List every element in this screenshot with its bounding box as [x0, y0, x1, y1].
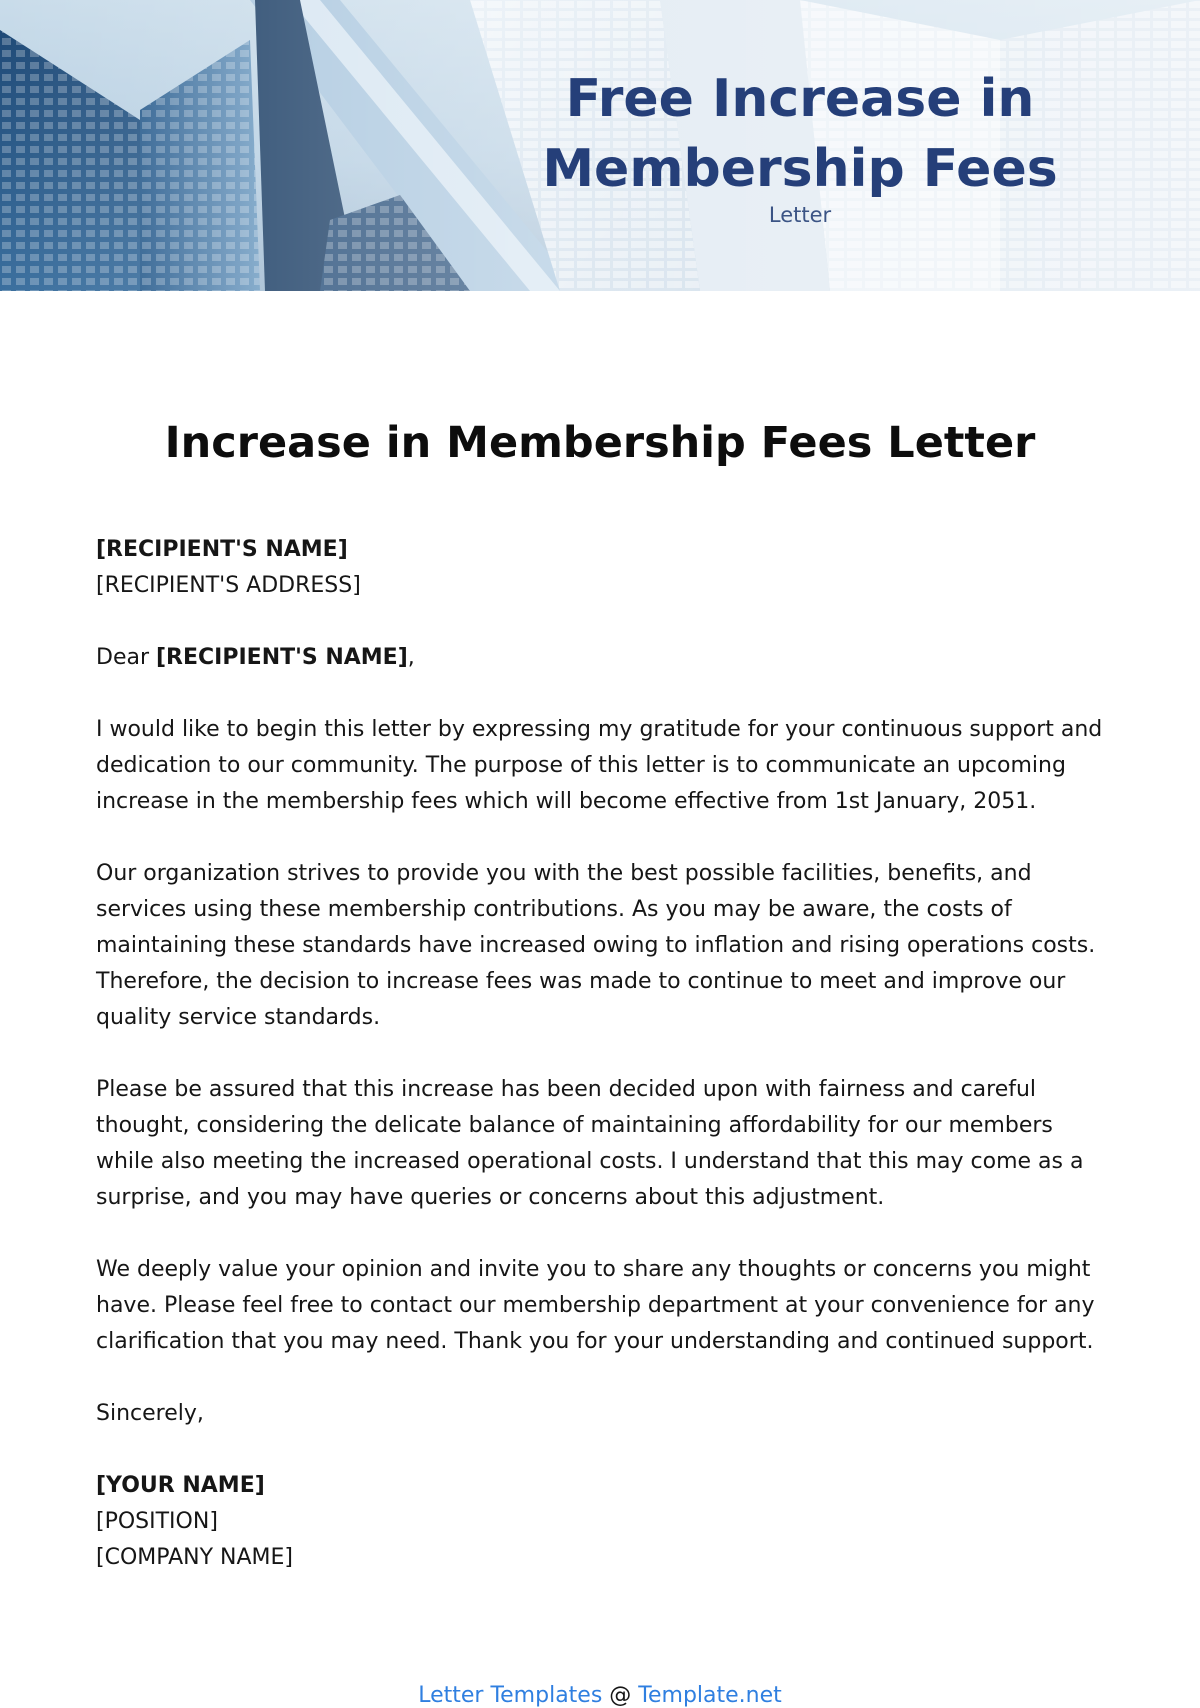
banner-subtitle: Letter [768, 203, 832, 227]
greeting-punct: , [407, 645, 415, 670]
banner-title-line2: Membership Fees [542, 139, 1058, 199]
greeting [96, 640, 1106, 676]
body-paragraph: We deeply value your opinion and invite you to share any thoughts or concerns you might have. Please feel free to contact our membership department at your convenience for any clarification that you may need. Thank you for your understanding and continued support. [96, 1257, 1095, 1354]
greeting-name: [RECIPIENT'S NAME] [156, 645, 408, 670]
template-net-link[interactable]: Template.net [638, 1683, 782, 1708]
banner-title [490, 64, 1110, 204]
body-paragraph: Please be assured that this increase has been decided upon with fairness and careful thought, considering the delicate balance of maintaining affordability for our members while also meeting the increased operational costs. I understand that this may come as a surprise, and you may have queries or concerns about this adjustment. [96, 1077, 1084, 1210]
footer [0, 1683, 1200, 1708]
letter-templates-link[interactable]: Letter Templates [418, 1683, 603, 1708]
sender-name: [YOUR NAME] [96, 1473, 265, 1498]
signature-block [96, 1468, 1106, 1576]
footer-separator: @ [602, 1683, 639, 1708]
recipient-block [96, 532, 1106, 604]
document-title: Increase in Membership Fees Letter [164, 418, 1036, 468]
valediction: Sincerely, [96, 1401, 204, 1426]
letter-body [96, 532, 1106, 1612]
greeting-salutation: Dear [96, 645, 156, 670]
header-banner [0, 0, 1200, 291]
sender-position: [POSITION] [96, 1509, 218, 1534]
body-paragraph: Our organization strives to provide you with the best possible facilities, benefits, and services using these membership contributions. As you may be aware, the costs of maintaining these standards have increased owing to inflation and rising operations costs. Therefore, the decision to increase fees was made to continue to meet and improve our quality service standards. [96, 861, 1096, 1030]
banner-title-line1: Free Increase in [565, 69, 1035, 129]
body-paragraph: I would like to begin this letter by expressing my gratitude for your continuous support and dedication to our community. The purpose of this letter is to communicate an upcoming increase in the membership fees which will become effective from 1st January, 2051. [96, 717, 1103, 814]
sender-company: [COMPANY NAME] [96, 1545, 294, 1570]
recipient-address: [RECIPIENT'S ADDRESS] [96, 573, 361, 598]
recipient-name: [RECIPIENT'S NAME] [96, 537, 348, 562]
